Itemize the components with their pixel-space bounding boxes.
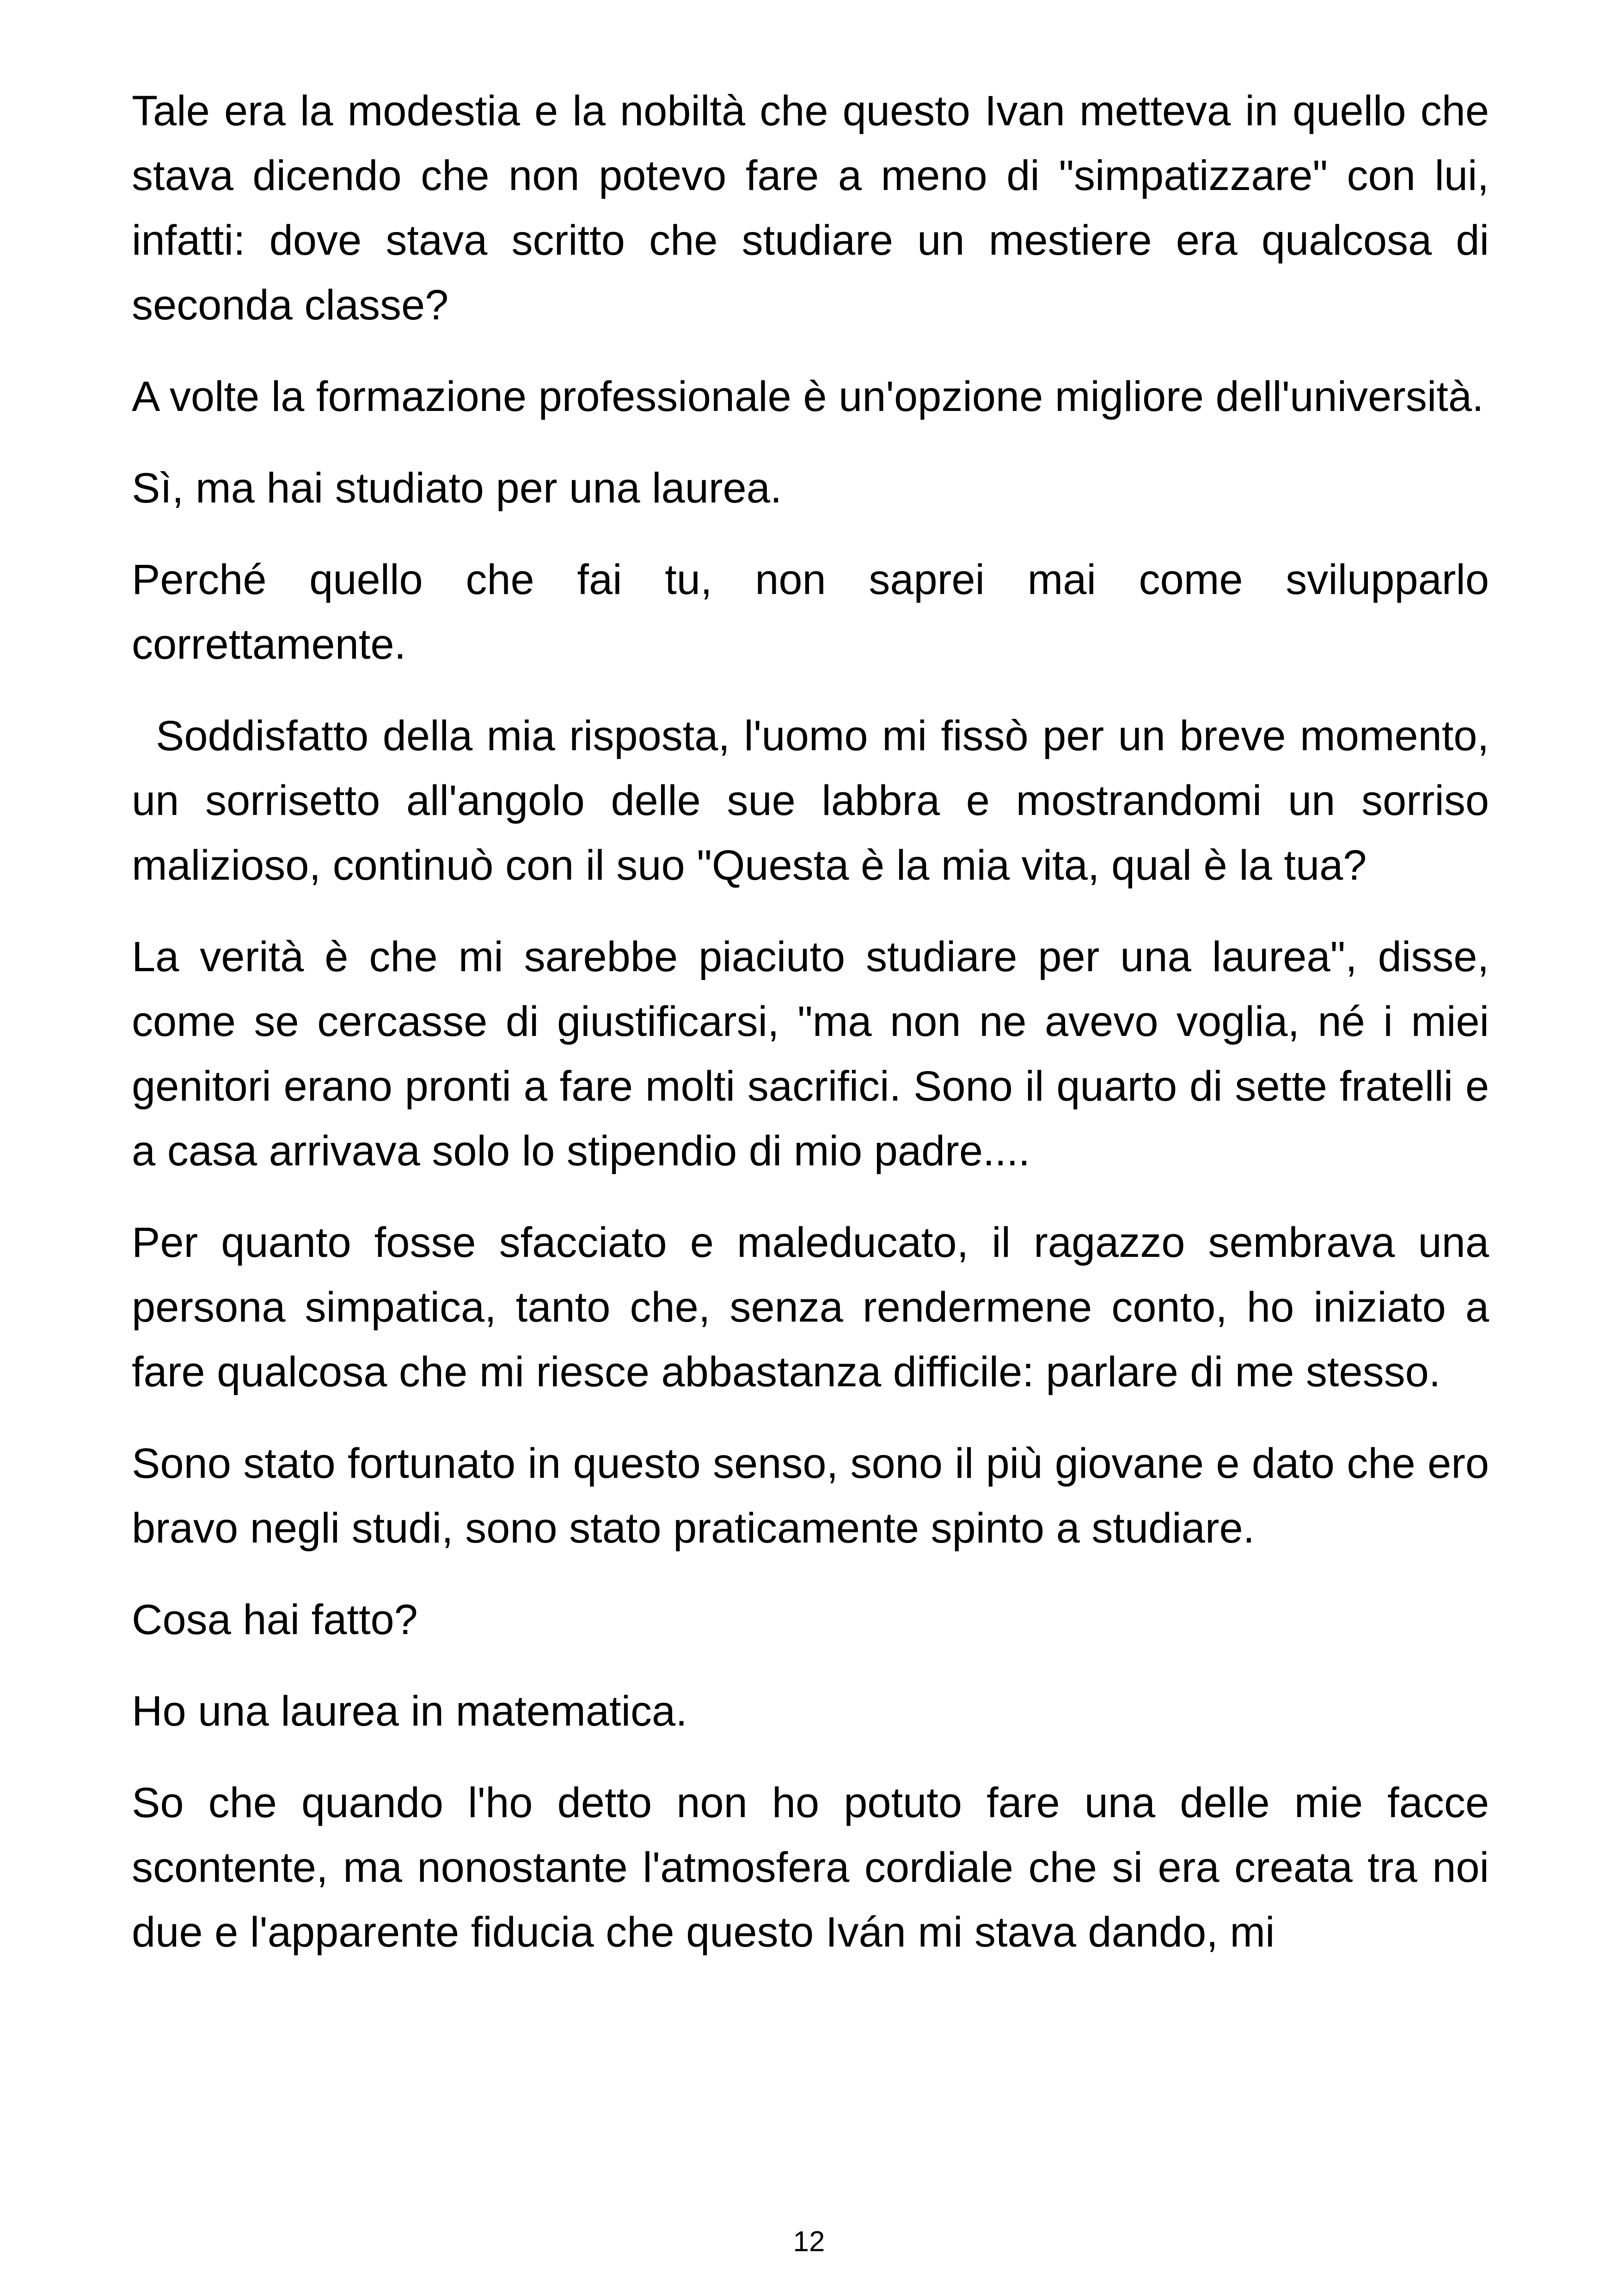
- paragraph: Perché quello che fai tu, non saprei mai come svilupparlo correttamente.: [132, 556, 1489, 668]
- paragraph: Sono stato fortunato in questo senso, sono il più giovane e dato che ero bravo negli studi, sono stato praticamente spinto a studiare.: [132, 1440, 1489, 1552]
- paragraph: Tale era la modestia e la nobiltà che questo Ivan metteva in quello che stava dicendo che non potevo fare a meno di "simpatizzare" con lui, infatti: dove stava scritto che studiare un mestiere era qualcosa di seconda classe?: [132, 87, 1489, 329]
- body-text: [132, 79, 1489, 1991]
- paragraph: Per quanto fosse sfacciato e maleducato, il ragazzo sembrava una persona simpatica, tanto che, senza rendermene conto, ho iniziato a fare qualcosa che mi riesce abbastanza difficile: parlare di me stesso.: [132, 1219, 1489, 1396]
- paragraph: Ho una laurea in matematica.: [132, 1688, 687, 1735]
- paragraph: Soddisfatto della mia risposta, l'uomo mi fissò per un breve momento, un sorrisetto all'angolo delle sue labbra e mostrandomi un sorriso malizioso, continuò con il suo "Questa è la mia vita, qual è la tua?: [132, 712, 1489, 889]
- paragraph: Sì, ma hai studiato per una laurea.: [132, 465, 782, 512]
- paragraph: So che quando l'ho detto non ho potuto fare una delle mie facce scontente, ma nonostante l'atmosfera cordiale che si era creata tra noi due e l'apparente fiducia che questo Iván mi stava dando, mi: [132, 1779, 1489, 1956]
- paragraph: La verità è che mi sarebbe piaciuto studiare per una laurea", disse, come se cercasse di giustificarsi, "ma non ne avevo voglia, né i miei genitori erano pronti a fare molti sacrifici. Sono il quarto di sette fratelli e a casa arrivava solo lo stipendio di mio padre....: [132, 933, 1489, 1175]
- paragraph: A volte la formazione professionale è un'opzione migliore dell'università.: [132, 373, 1484, 420]
- paragraph: Cosa hai fatto?: [132, 1596, 418, 1643]
- page-number: 12: [793, 2226, 825, 2258]
